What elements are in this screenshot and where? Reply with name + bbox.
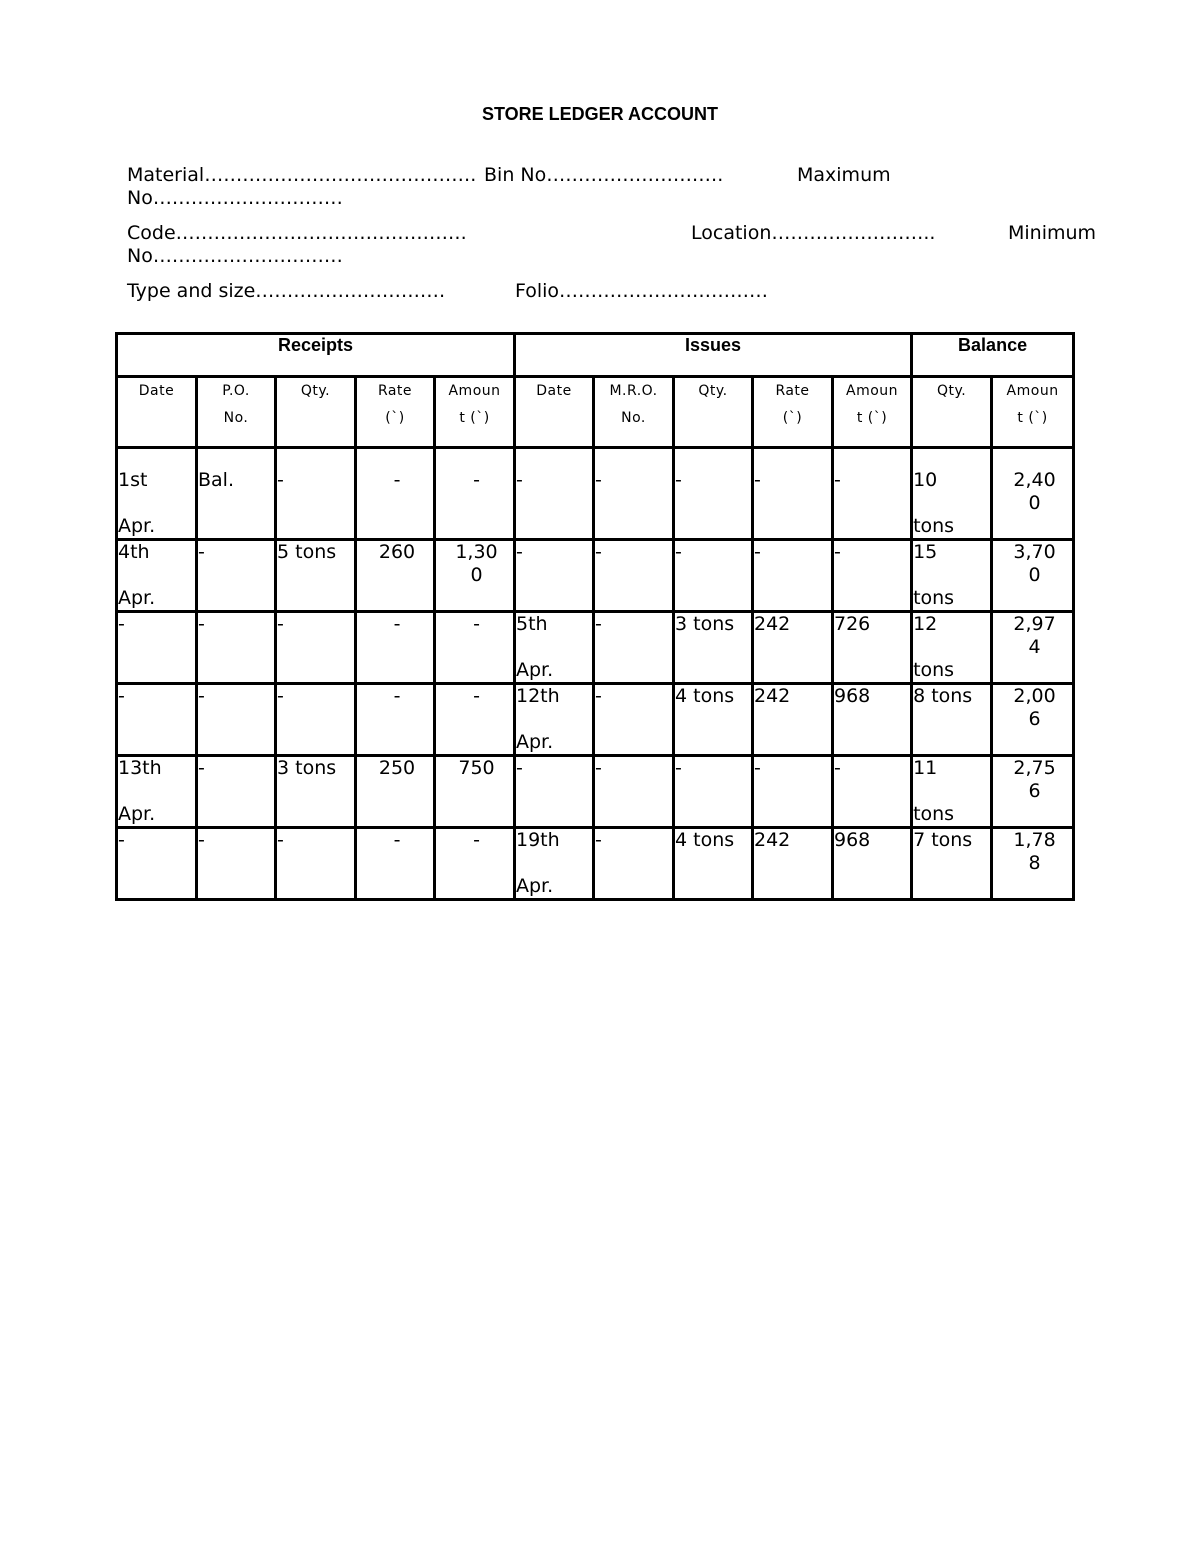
cell-line: 726 [834, 613, 871, 635]
cell-line: 3,70 [1013, 541, 1056, 563]
cell-line: - [393, 685, 401, 707]
type-size-field: Type and size………………………… [127, 280, 446, 302]
cell-line: 750 [458, 757, 495, 779]
cell-balance-amount [992, 448, 1074, 540]
cell-receipts-amount [435, 612, 515, 684]
cell-line: 8 tons [913, 685, 973, 707]
cell-issues-amount [833, 684, 912, 756]
cell-receipts-date [117, 756, 197, 828]
cell-issues-date [515, 448, 594, 540]
cell-line: - [198, 757, 205, 779]
cell-line: 2,75 [1013, 757, 1056, 779]
col-header-balance-amount [992, 377, 1074, 448]
cell-line: 0 [1028, 492, 1041, 514]
cell-line: Apr. [118, 515, 156, 537]
col-header-line: Rate [775, 383, 810, 399]
cell-line: 12 [913, 613, 938, 635]
cell-line: - [595, 685, 602, 707]
cell-line: Bal. [198, 469, 234, 491]
cell-receipts-po-no [197, 684, 276, 756]
cell-line: - [473, 685, 480, 707]
cell-receipts-qty [276, 756, 356, 828]
cell-receipts-po-no [197, 828, 276, 900]
col-header-issues-mro-no [594, 377, 674, 448]
cell-line: - [595, 757, 602, 779]
cell-issues-rate [753, 612, 833, 684]
cell-line: 19th [516, 829, 560, 851]
col-header-line [277, 405, 354, 432]
col-header-receipts-rate [356, 377, 435, 448]
cell-line: 4th [118, 541, 150, 563]
maximum-label: Maximum [797, 164, 891, 186]
col-header-issues-rate [753, 377, 833, 448]
table-row [117, 828, 1074, 900]
cell-issues-date [515, 684, 594, 756]
cell-line: - [834, 541, 841, 563]
cell-receipts-rate [356, 540, 435, 612]
col-header-line: Date [138, 383, 175, 399]
col-header-line [118, 405, 195, 432]
cell-balance-amount [992, 540, 1074, 612]
issues-header: Issues [515, 334, 912, 377]
cell-line: 3 tons [675, 613, 735, 635]
cell-line: Apr. [516, 875, 554, 897]
cell-balance-amount [992, 756, 1074, 828]
receipts-header: Receipts [117, 334, 515, 377]
cell-issues-date [515, 612, 594, 684]
cell-line: 5th [516, 613, 548, 635]
cell-receipts-date [117, 540, 197, 612]
cell-line: Apr. [516, 659, 554, 681]
col-header-line: P.O. [222, 383, 250, 399]
cell-receipts-qty [276, 612, 356, 684]
cell-receipts-po-no [197, 756, 276, 828]
cell-line: - [595, 613, 602, 635]
col-header-line: t (`) [459, 410, 490, 426]
cell-line: - [393, 469, 401, 491]
cell-line: - [118, 685, 125, 707]
col-header-line: (`) [782, 410, 803, 426]
col-header-line: M.R.O. [609, 383, 658, 399]
col-header-line: Amoun [1006, 383, 1059, 399]
cell-line: - [118, 829, 125, 851]
cell-line: tons [913, 659, 955, 681]
cell-line: - [118, 613, 125, 635]
cell-line: - [675, 469, 682, 491]
cell-line: 242 [754, 613, 791, 635]
col-header-line: Rate [377, 383, 413, 399]
store-ledger-table [115, 332, 1075, 901]
cell-line: - [834, 757, 841, 779]
table-row [117, 612, 1074, 684]
cell-line: 968 [834, 685, 871, 707]
cell-issues-mro-no [594, 612, 674, 684]
cell-receipts-amount [435, 828, 515, 900]
cell-line: 250 [378, 757, 416, 779]
cell-line: 6 [1028, 780, 1041, 802]
cell-receipts-rate [356, 828, 435, 900]
cell-line: 11 [913, 757, 938, 779]
cell-line: 260 [378, 541, 416, 563]
cell-line: - [754, 757, 761, 779]
cell-issues-amount [833, 612, 912, 684]
cell-line: - [473, 613, 480, 635]
document-title: STORE LEDGER ACCOUNT [481, 104, 718, 124]
cell-issues-rate [753, 540, 833, 612]
cell-line: 968 [834, 829, 871, 851]
cell-receipts-po-no [197, 448, 276, 540]
col-header-line [913, 405, 990, 432]
col-header-receipts-date [117, 377, 197, 448]
col-header-line: Amoun [448, 383, 501, 399]
col-header-receipts-qty [276, 377, 356, 448]
cell-line: - [198, 613, 205, 635]
cell-receipts-amount [435, 448, 515, 540]
cell-line: 1,78 [1013, 829, 1056, 851]
ledger-body [117, 448, 1074, 900]
cell-line: - [198, 541, 205, 563]
cell-line: 13th [118, 757, 162, 779]
cell-issues-date [515, 756, 594, 828]
cell-receipts-qty [276, 448, 356, 540]
folio-field: Folio…………………………… [515, 280, 769, 302]
cell-issues-amount [833, 756, 912, 828]
cell-line: 1,30 [455, 541, 498, 563]
location-field: Location…………………….. [691, 222, 936, 244]
cell-line: 0 [470, 564, 483, 586]
cell-balance-amount [992, 684, 1074, 756]
cell-line: Apr. [118, 587, 156, 609]
cell-issues-qty [674, 448, 753, 540]
cell-receipts-po-no [197, 612, 276, 684]
cell-receipts-qty [276, 540, 356, 612]
cell-line: - [595, 541, 602, 563]
cell-issues-date [515, 828, 594, 900]
col-header-line: Date [536, 383, 572, 399]
cell-issues-mro-no [594, 828, 674, 900]
col-header-line: No. [621, 410, 646, 426]
cell-line: 2,40 [1013, 469, 1056, 491]
balance-header: Balance [912, 334, 1074, 377]
col-header-receipts-po-no [197, 377, 276, 448]
cell-issues-rate [753, 756, 833, 828]
cell-balance-qty [912, 828, 992, 900]
cell-balance-qty [912, 684, 992, 756]
col-header-line: Qty. [300, 383, 331, 399]
col-header-issues-date [515, 377, 594, 448]
cell-line: 242 [754, 685, 791, 707]
cell-line: 12th [516, 685, 560, 707]
cell-issues-qty [674, 612, 753, 684]
cell-line: - [277, 829, 284, 851]
table-row [117, 540, 1074, 612]
cell-line: 0 [1028, 564, 1041, 586]
col-header-line: t (`) [1017, 410, 1048, 426]
column-header-row [117, 377, 1074, 448]
cell-line: 15 [913, 541, 938, 563]
cell-line: - [595, 469, 602, 491]
cell-line: tons [913, 803, 955, 825]
cell-issues-qty [674, 684, 753, 756]
cell-line: - [393, 613, 401, 635]
col-header-line [675, 405, 751, 432]
cell-receipts-date [117, 828, 197, 900]
cell-line: 4 tons [675, 829, 735, 851]
col-header-line: Qty. [936, 383, 967, 399]
cell-line: - [754, 541, 761, 563]
cell-line: - [277, 613, 284, 635]
cell-line: 3 tons [277, 757, 337, 779]
cell-line: Apr. [516, 731, 554, 753]
cell-issues-amount [833, 448, 912, 540]
cell-issues-mro-no [594, 756, 674, 828]
col-header-line: No. [223, 410, 249, 426]
cell-balance-qty [912, 612, 992, 684]
col-header-line [516, 405, 592, 432]
cell-issues-date [515, 540, 594, 612]
table-row [117, 756, 1074, 828]
cell-line: - [834, 469, 841, 491]
cell-issues-mro-no [594, 684, 674, 756]
cell-line: - [595, 829, 602, 851]
table-row [117, 448, 1074, 540]
cell-receipts-qty [276, 684, 356, 756]
col-header-issues-qty [674, 377, 753, 448]
cell-line: 4 tons [675, 685, 735, 707]
cell-balance-amount [992, 828, 1074, 900]
cell-issues-rate [753, 684, 833, 756]
cell-receipts-amount [435, 756, 515, 828]
cell-line: - [516, 541, 523, 563]
maximum-no-field: No………………………… [127, 187, 343, 209]
cell-line: 5 tons [277, 541, 337, 563]
cell-line: - [277, 469, 284, 491]
col-header-issues-amount [833, 377, 912, 448]
cell-issues-qty [674, 540, 753, 612]
cell-balance-qty [912, 540, 992, 612]
cell-receipts-qty [276, 828, 356, 900]
table-row [117, 684, 1074, 756]
col-header-line: Amoun [846, 383, 899, 399]
cell-line: 7 tons [913, 829, 973, 851]
cell-receipts-amount [435, 684, 515, 756]
cell-line: 242 [754, 829, 791, 851]
col-header-balance-qty [912, 377, 992, 448]
cell-receipts-po-no [197, 540, 276, 612]
col-header-receipts-amount [435, 377, 515, 448]
cell-line: - [393, 829, 401, 851]
cell-line: - [516, 757, 523, 779]
cell-line: - [516, 469, 523, 491]
cell-balance-qty [912, 448, 992, 540]
cell-receipts-rate [356, 448, 435, 540]
cell-line: - [473, 469, 480, 491]
cell-line: - [198, 685, 205, 707]
cell-line: 1st [118, 469, 148, 491]
code-field: Code………………………………………. [127, 222, 467, 244]
cell-receipts-rate [356, 612, 435, 684]
cell-line: tons [913, 587, 955, 609]
col-header-line: (`) [385, 410, 405, 426]
cell-receipts-amount [435, 540, 515, 612]
cell-line: 2,97 [1013, 613, 1056, 635]
cell-line: 10 [913, 469, 938, 491]
cell-issues-mro-no [594, 540, 674, 612]
col-header-line: t (`) [856, 410, 888, 426]
cell-balance-amount [992, 612, 1074, 684]
cell-line: tons [913, 515, 955, 537]
cell-line: 6 [1028, 708, 1041, 730]
cell-issues-rate [753, 828, 833, 900]
cell-line: - [754, 469, 761, 491]
cell-receipts-date [117, 612, 197, 684]
cell-line: - [473, 829, 480, 851]
cell-line: - [675, 541, 682, 563]
cell-line: - [198, 829, 205, 851]
minimum-no-field: No………………………… [127, 245, 343, 267]
cell-receipts-rate [356, 756, 435, 828]
cell-line: - [675, 757, 682, 779]
cell-issues-qty [674, 828, 753, 900]
cell-issues-amount [833, 828, 912, 900]
cell-receipts-rate [356, 684, 435, 756]
bin-no-field: Bin No………………………. [484, 164, 724, 186]
cell-issues-amount [833, 540, 912, 612]
cell-issues-qty [674, 756, 753, 828]
cell-line: - [277, 685, 284, 707]
cell-receipts-date [117, 448, 197, 540]
col-header-line: Qty. [698, 383, 728, 399]
cell-line: 8 [1028, 852, 1041, 874]
cell-line: Apr. [118, 803, 156, 825]
cell-line: 2,00 [1013, 685, 1056, 707]
cell-line: 4 [1028, 636, 1041, 658]
cell-receipts-date [117, 684, 197, 756]
group-header-row [117, 334, 1074, 377]
minimum-label: Minimum [1008, 222, 1097, 244]
material-field: Material……………………………………. [127, 164, 477, 186]
cell-issues-mro-no [594, 448, 674, 540]
cell-issues-rate [753, 448, 833, 540]
cell-balance-qty [912, 756, 992, 828]
